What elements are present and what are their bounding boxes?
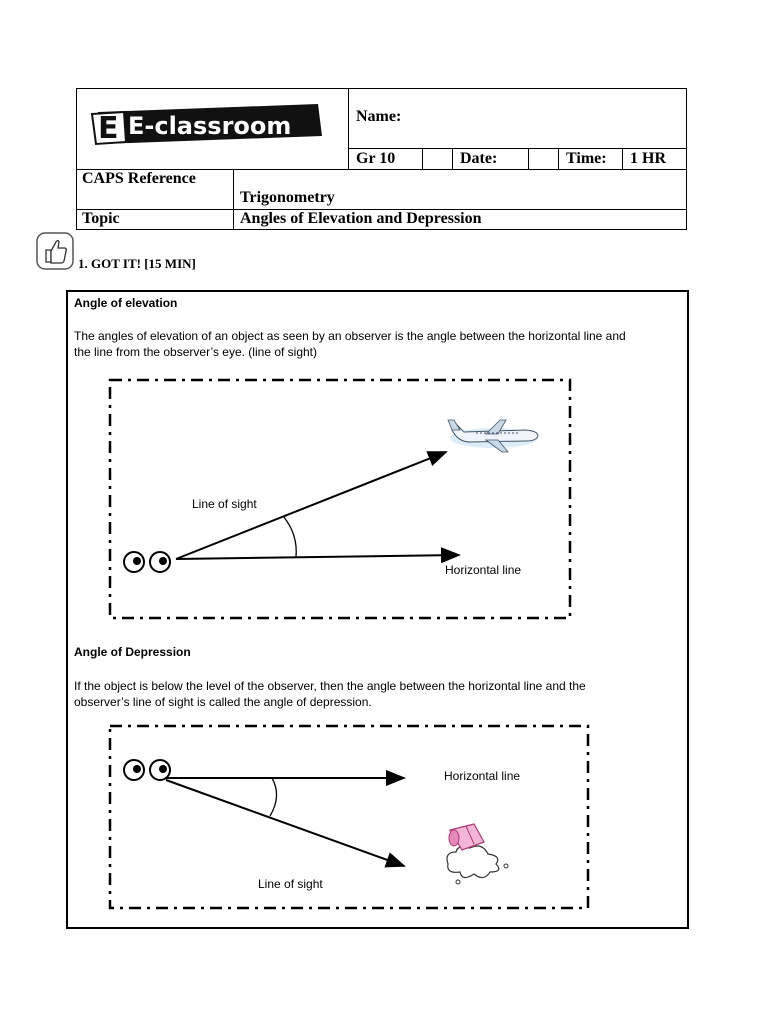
section-heading: 1. GOT IT! [15 MIN] <box>78 256 196 271</box>
topic-value: Angles of Elevation and Depression <box>240 210 482 227</box>
observer-eyes-icon <box>124 760 170 780</box>
caps-reference-value: Trigonometry <box>240 189 335 206</box>
depression-title: Angle of Depression <box>74 645 191 659</box>
logo-text: E-classroom <box>128 112 292 140</box>
duration-value: 1 HR <box>630 150 666 167</box>
date-label: Date: <box>460 150 498 167</box>
svg-text:E: E <box>98 111 119 146</box>
depression-line-of-sight-label: Line of sight <box>258 877 323 891</box>
thumbs-up-icon <box>36 232 76 272</box>
line-of-sight-arrow <box>166 780 404 866</box>
elevation-line-of-sight-label: Line of sight <box>192 497 257 511</box>
elevation-paragraph-line-2: the line from the observer’s eye. (line of sight) <box>74 345 318 359</box>
topic-label: Topic <box>82 210 120 227</box>
time-label: Time: <box>566 150 607 167</box>
depression-paragraph-line-1: If the object is below the level of the observer, then the angle between the horizontal line and the <box>74 679 586 693</box>
depression-angle-arc <box>270 778 277 816</box>
caps-reference-label: CAPS Reference <box>82 170 196 187</box>
depression-diagram <box>66 290 689 929</box>
depression-paragraph-line-2: observer’s line of sight is called the angle of depression. <box>74 695 372 709</box>
content-box <box>66 290 689 929</box>
elevation-title: Angle of elevation <box>74 296 178 310</box>
depression-dashed-frame <box>110 726 588 908</box>
header-table <box>76 88 687 230</box>
depression-horizontal-label: Horizontal line <box>444 769 521 783</box>
eclassroom-logo <box>90 102 324 146</box>
elevation-horizontal-label: Horizontal line <box>445 563 522 577</box>
name-label: Name: <box>356 108 402 125</box>
grade-label: Gr 10 <box>356 150 396 167</box>
elevation-paragraph-line-1: The angles of elevation of an object as seen by an observer is the angle between the horizontal line and <box>74 329 626 343</box>
spilled-cup-icon <box>447 824 508 884</box>
